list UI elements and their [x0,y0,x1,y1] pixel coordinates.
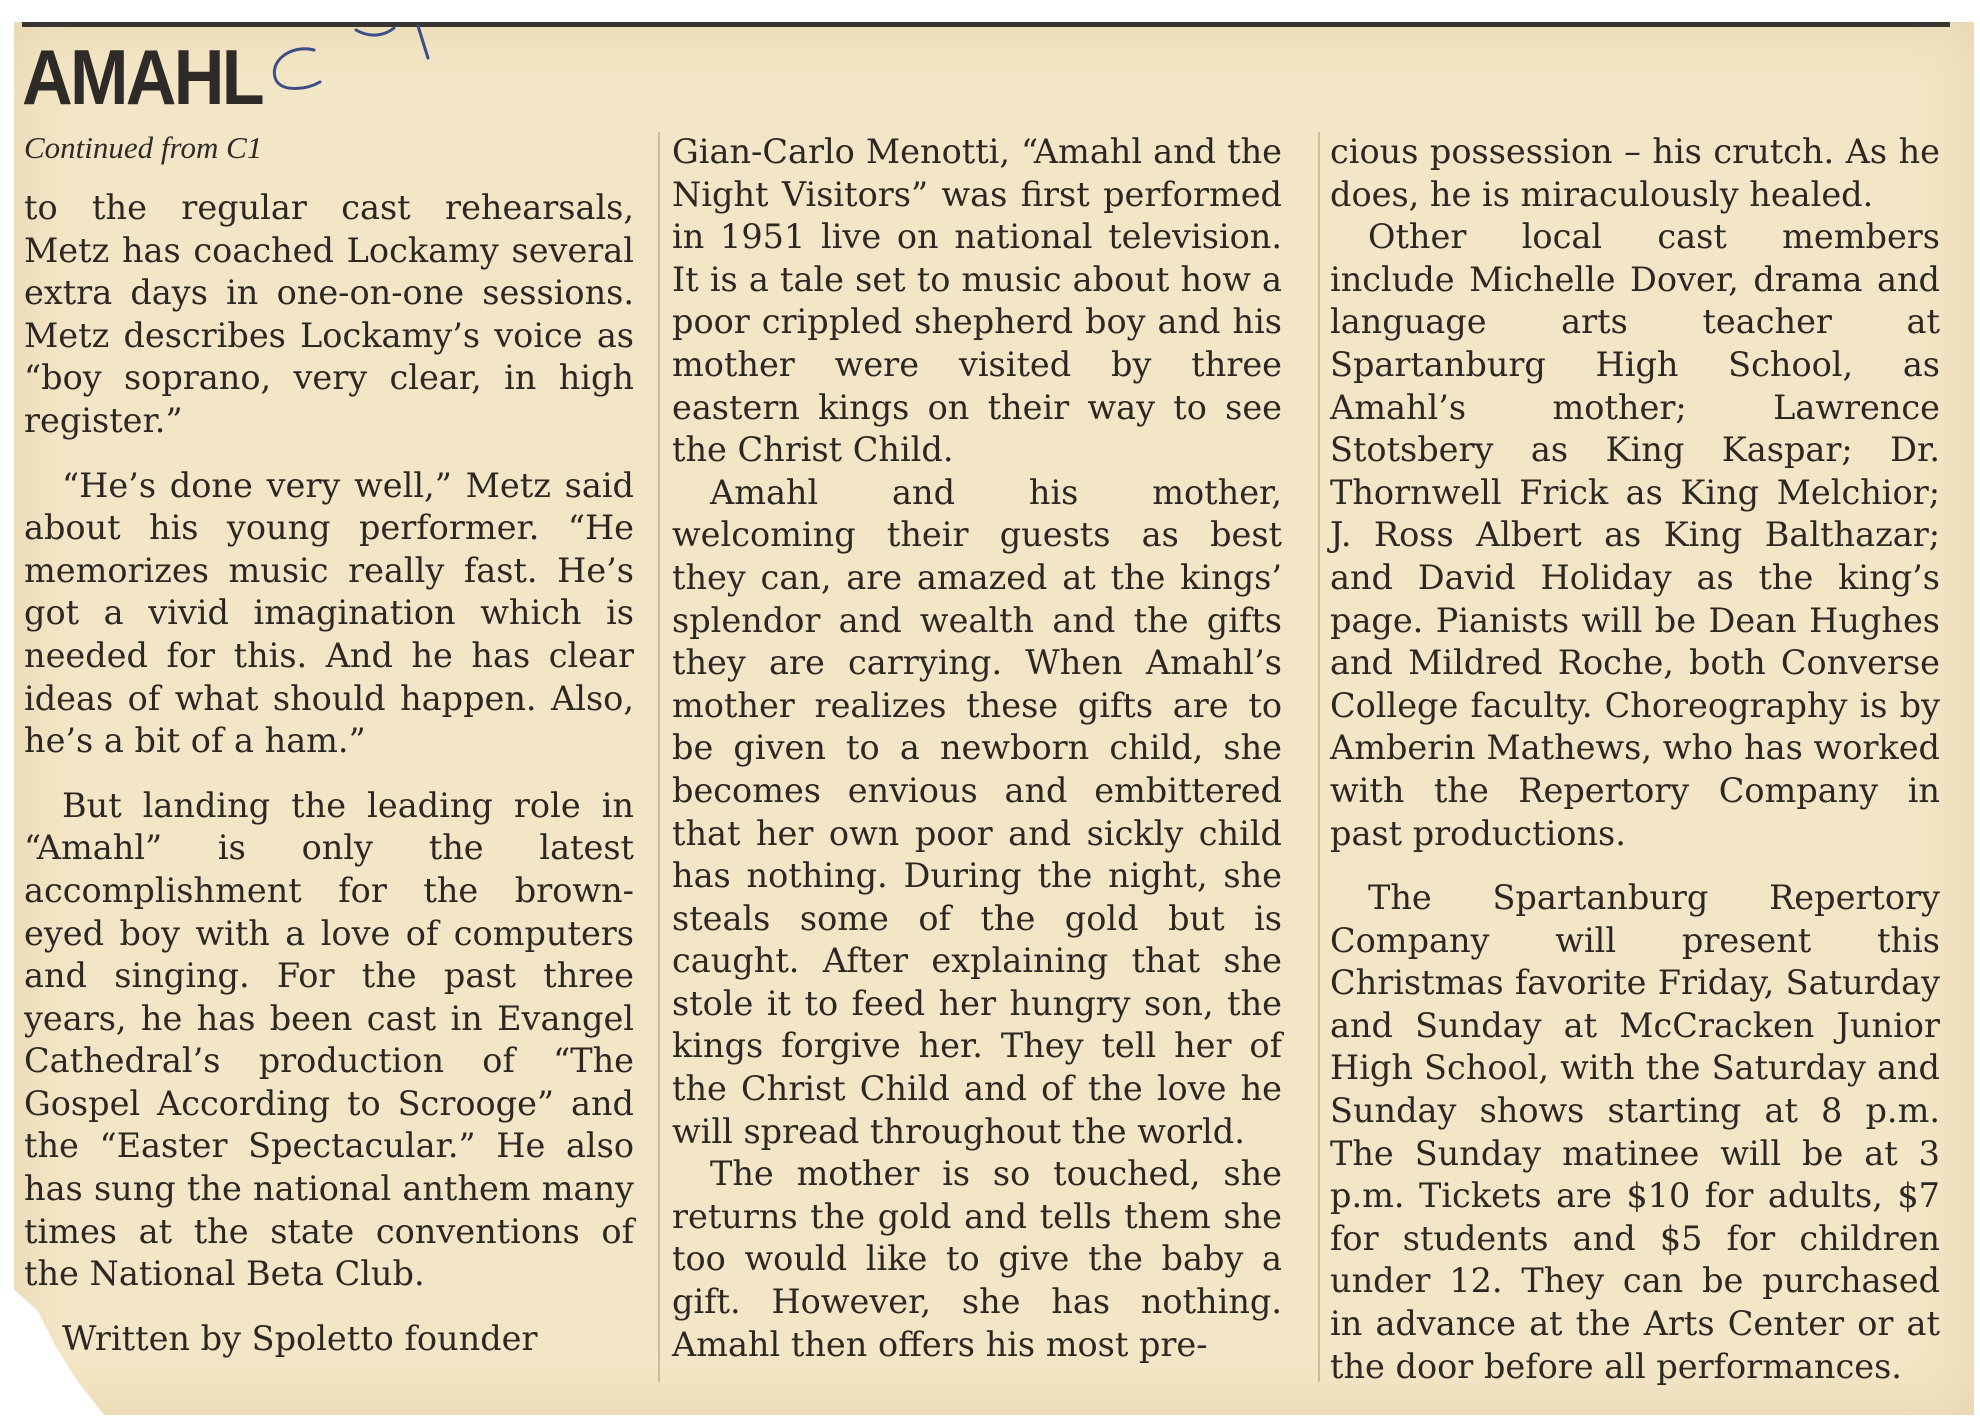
paragraph: cious possession – his crutch. As he does, he is miraculously healed. [1330,132,1940,214]
column-3 [1330,131,1940,1388]
paragraph: The mother is so touched, she returns the gold and tells them she too would like to give the baby a gift. However, she has nothing. Amahl then offers his most pre- [672,1154,1282,1364]
paragraph: The Spartanburg Repertory Company will present this Christmas favorite Friday, Saturday and Sunday at McCracken Junior High School, with the Saturday and Sunday shows starting at 8 p.m. The Sunday matinee will be at 3 p.m. Tickets are $10 for adults, $7 for students and $5 for children under 12. They can be purchased in advance at the Arts Center or at the door before all performances. [1330,878,1940,1386]
paragraph: Written by Spoletto founder [62,1318,538,1358]
paragraph: “He’s done very well,” Metz said about his young performer. “He memorizes music really fast. He’s got a vivid imagination which is needed for this. And he has clear ideas of what should happen. Also, he’s a bit of a ham.” [24,465,634,761]
column-divider [658,132,660,1382]
continued-line: Continued from C1 [24,130,263,165]
handwritten-mark-text: C [284,83,286,85]
paragraph: But landing the leading role in “Amahl” is only the latest accomplishment for the brown-eyed boy with a love of computers and singing. For the past three years, he has been cast in Evangel Cathedral’s production of “The Gospel According to Scrooge” and the “Easter Spectacular.” He also has sung the national anthem many times at the state conventions of the National Beta Club. [24,785,634,1294]
column-divider [1318,132,1320,1382]
column-1 [24,187,634,1360]
paragraph: Amahl and his mother, welcoming their guests as best they can, are amazed at the kings’ splendor and wealth and the gifts they are carrying. When Amahl’s mother realizes these gifts are to be given to a newborn child, she becomes envious and embittered that her own poor and sickly child has nothing. During the night, she steals some of the gold but is caught. After explaining that she stole it to feed her hungry son, the kings forgive her. They tell her of the Christ Child and of the love he will spread throughout the world. [672,472,1282,1151]
handwritten-mark [260,22,640,102]
column-2 [672,131,1282,1366]
headline: AMAHL [22,33,262,121]
paragraph: to the regular cast rehearsals, Metz has coached Lockamy several extra days in one-on-one sessions. Metz describes Lockamy’s voice as “boy soprano, very clear, in high register.” [24,188,634,440]
paragraph: Other local cast members include Michelle Dover, drama and language arts teacher at Spartanburg High School, as Amahl’s mother; Lawrence Stotsbery as King Kaspar; Dr. Thornwell Frick as King Melchior; J. Ross Albert as King Balthazar; and David Holiday as the king’s page. Pianists will be Dean Hughes and Mildred Roche, both Converse College faculty. Choreography is by Amberin Mathews, who has worked with the Repertory Company in past productions. [1330,217,1940,853]
paragraph: Gian-Carlo Menotti, “Amahl and the Night Visitors” was first performed in 1951 live on national television. It is a tale set to music about how a poor crippled shepherd boy and his mother were visited by three eastern kings on their way to see the Christ Child. [672,132,1282,470]
